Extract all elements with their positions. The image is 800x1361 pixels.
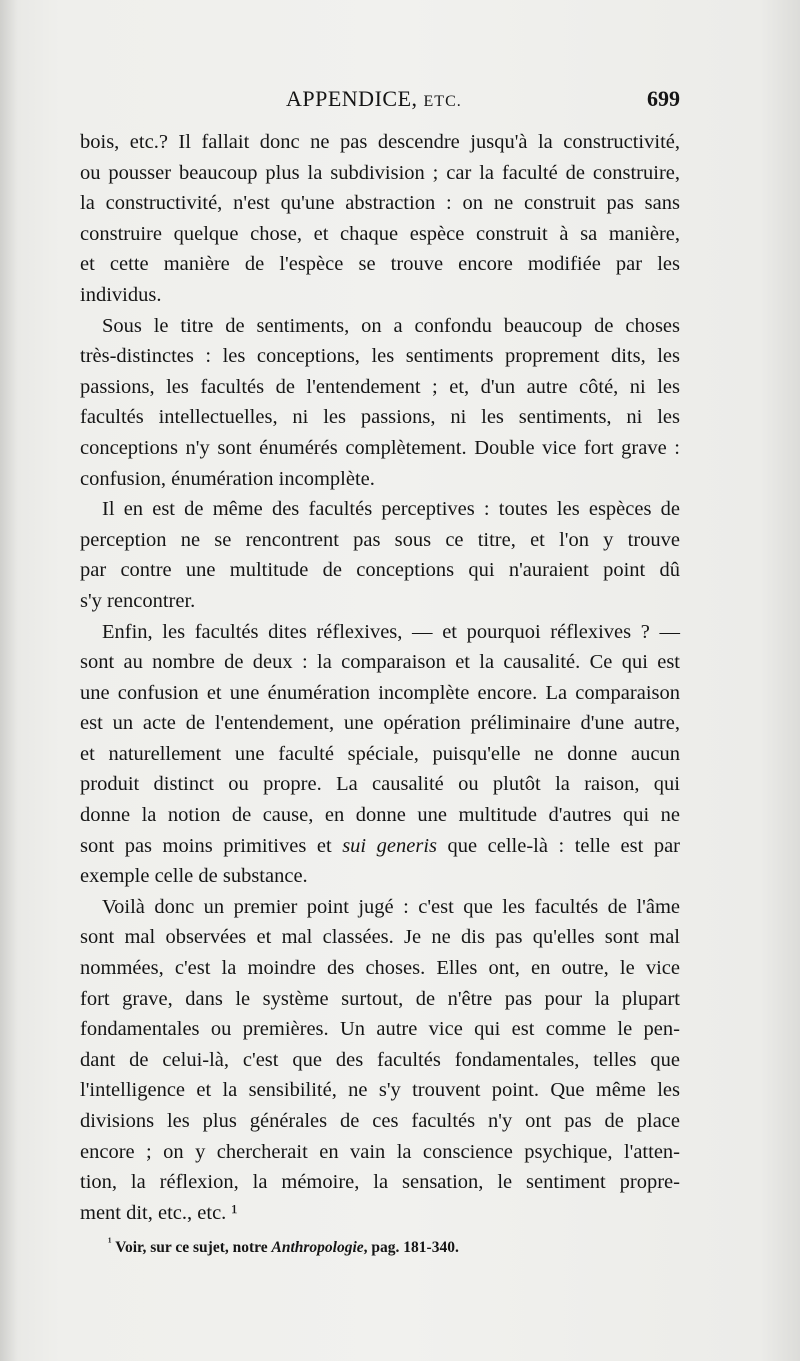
footnote-marker: ¹: [108, 1235, 112, 1249]
text-line: nommées, c'est la moindre des choses. Elles ont, en outre, le vice: [80, 957, 680, 980]
text-line: produit distinct ou propre. La causalité ou plutôt la raison, qui: [80, 773, 680, 796]
text-line: s'y rencontrer.: [80, 589, 196, 612]
text-line: conceptions n'y sont énumérés complètement. Double vice fort grave :: [80, 436, 680, 459]
text-line: et cette manière de l'espèce se trouve encore modifiée par les: [80, 253, 680, 276]
text-line: passions, les facultés de l'entendement ; et, d'un autre côté, ni les: [80, 375, 680, 398]
italic-phrase: sui generis: [342, 834, 437, 857]
text-line: Sous le titre de sentiments, on a confondu beaucoup de choses: [102, 314, 680, 337]
text-line: ment dit, etc., etc. ¹: [80, 1201, 238, 1224]
text-line: fort grave, dans le système surtout, de n'être pas pour la plupart: [80, 987, 680, 1010]
running-title-main: APPENDICE,: [286, 86, 418, 111]
text-line: et naturellement une faculté spéciale, puisqu'elle ne donne aucun: [80, 742, 680, 765]
text-line: sont mal observées et mal classées. Je ne dis pas qu'elles sont mal: [80, 926, 680, 949]
running-title: [286, 86, 462, 112]
footnote-text-before: Voir, sur ce sujet, notre: [111, 1239, 272, 1257]
body-text: [80, 127, 680, 1228]
text-line: Il en est de même des facultés perceptives : toutes les espèces de: [102, 498, 680, 521]
running-header: [80, 86, 680, 116]
text-line: par contre une multitude de conceptions qui n'auraient point dû: [80, 559, 680, 582]
text-line: facultés intellectuelles, ni les passions, ni les sentiments, ni les: [80, 406, 680, 429]
footnote-text-after: , pag. 181-340.: [363, 1239, 459, 1257]
page-number: 699: [647, 86, 680, 111]
text-line: dant de celui-là, c'est que des facultés fondamentales, telles que: [80, 1048, 680, 1071]
text-line: perception ne se rencontrent pas sous ce titre, et l'on y trouve: [80, 528, 680, 551]
text-line: très-distinctes : les conceptions, les sentiments proprement dits, les: [80, 345, 680, 368]
text-line: individus.: [80, 283, 162, 306]
text-line: divisions les plus générales de ces facultés n'y ont pas de place: [80, 1110, 680, 1132]
text-line: l'intelligence et la sensibilité, ne s'y trouvent point. Que même les: [80, 1079, 680, 1102]
footnote: [108, 1235, 588, 1257]
text-line: donne la notion de cause, en donne une multitude d'autres qui ne: [80, 804, 680, 827]
text-line: bois, etc.? Il fallait donc ne pas descendre jusqu'à la constructivité,: [80, 131, 680, 153]
text-line: ou pousser beaucoup plus la subdivision ; car la faculté de construire,: [80, 161, 680, 184]
text-line: la constructivité, n'est qu'une abstraction : on ne construit pas sans: [80, 192, 680, 215]
text-line: sont pas moins primitives et sui generis que celle-là : telle est par: [80, 834, 680, 857]
text-line: est un acte de l'entendement, une opération préliminaire d'une autre,: [80, 712, 680, 735]
text-line: construire quelque chose, et chaque espèce construit à sa manière,: [80, 222, 680, 245]
text-line: confusion, énumération incomplète.: [80, 467, 375, 490]
running-title-etc: ETC.: [423, 93, 462, 110]
text-line: une confusion et une énumération incomplète encore. La comparaison: [80, 681, 680, 704]
text-line: Voilà donc un premier point jugé : c'est que les facultés de l'âme: [102, 895, 680, 918]
footnote-book-title: Anthropologie: [271, 1239, 364, 1257]
text-line: tion, la réflexion, la mémoire, la sensation, le sentiment propre-: [80, 1171, 680, 1194]
text-line: encore ; on y chercherait en vain la conscience psychique, l'atten-: [80, 1140, 680, 1163]
text-line: Enfin, les facultés dites réflexives, — et pourquoi réflexives ? —: [102, 620, 680, 643]
text-line: fondamentales ou premières. Un autre vice qui est comme le pen-: [80, 1018, 680, 1041]
text-line: exemple celle de substance.: [80, 865, 308, 888]
text-line: sont au nombre de deux : la comparaison et la causalité. Ce qui est: [80, 651, 680, 674]
